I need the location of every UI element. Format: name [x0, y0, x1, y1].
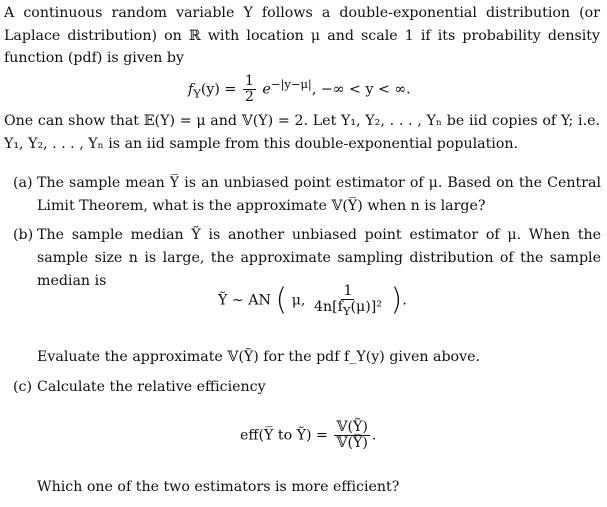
part-b-eval — [13, 346, 601, 369]
median-end: . — [402, 292, 407, 309]
part-a-text: The sample mean Y̅ is an unbiased point estimator of μ. Based on the Central Limit Theorem, what is the approximate 𝕍(Y̅) when n is large? — [37, 175, 601, 214]
intro-paragraph: A continuous random variable Y follows a double-exponential distribution (or Laplace distribution) on ℝ with location μ and scale 1 if its probability density function (pdf) is given by — [4, 5, 600, 66]
median-fraction — [312, 284, 384, 317]
eff-frac-den: 𝕍(Y̅) — [336, 434, 368, 451]
pdf-arg: (y) = — [200, 81, 237, 98]
part-b-eval-text: Evaluate the approximate 𝕍(Ỹ) for the pdf f_Y(y) given above. — [37, 349, 481, 365]
pdf-fraction — [243, 74, 256, 105]
pdf-domain: , −∞ < y < ∞. — [311, 81, 411, 98]
moments-paragraph: One can show that 𝔼(Y) = μ and 𝕍(Y) = 2. Let Y₁, Y₂, . . . , Yₙ be iid copies of Y; i.e. Y₁, Y₂, . . . , Yₙ is an iid sample from this double-exponential population. — [4, 113, 600, 152]
part-a — [13, 172, 601, 218]
part-c — [13, 376, 601, 399]
eff-lhs: eff(Y̅ to Ỹ) = — [240, 427, 328, 444]
part-b-text: The sample median Ỹ is another unbiased point estimator of μ. When the sample size n is large, the approximate sampling distribution of the sample median is — [37, 227, 601, 289]
part-c-label: (c) — [13, 379, 33, 395]
pdf-equation — [188, 74, 411, 105]
median-den-b: (μ)]² — [350, 298, 382, 315]
median-frac-den — [312, 300, 384, 317]
efficiency-equation — [240, 420, 376, 451]
pdf-frac-num: 1 — [244, 73, 254, 90]
part-c-text: Calculate the relative efficiency — [37, 379, 266, 395]
part-b — [13, 224, 601, 293]
eff-frac-num: 𝕍(Ỹ) — [336, 419, 368, 435]
median-den-sub: Y — [342, 303, 351, 318]
median-lhs: Ỹ ∼ AN — [218, 292, 271, 309]
pdf-f: f — [188, 81, 194, 98]
median-mu: μ, — [291, 292, 306, 309]
median-distribution-equation — [218, 284, 407, 317]
part-a-label: (a) — [13, 175, 33, 191]
left-paren: ( — [275, 282, 288, 318]
eff-end: . — [371, 427, 377, 444]
right-paren: ) — [390, 282, 403, 318]
pdf-e: e — [262, 81, 271, 98]
pdf-frac-den: 2 — [244, 89, 254, 106]
final-question-text: Which one of the two estimators is more efficient? — [37, 479, 400, 495]
median-frac-num: 1 — [343, 283, 353, 299]
eff-fraction — [334, 420, 369, 451]
final-question — [13, 476, 601, 499]
median-den-a: 4n[f — [313, 298, 343, 315]
part-b-label: (b) — [13, 227, 34, 243]
pdf-f-sub: Y — [193, 86, 201, 101]
pdf-exponent: −|y−μ| — [270, 77, 312, 91]
